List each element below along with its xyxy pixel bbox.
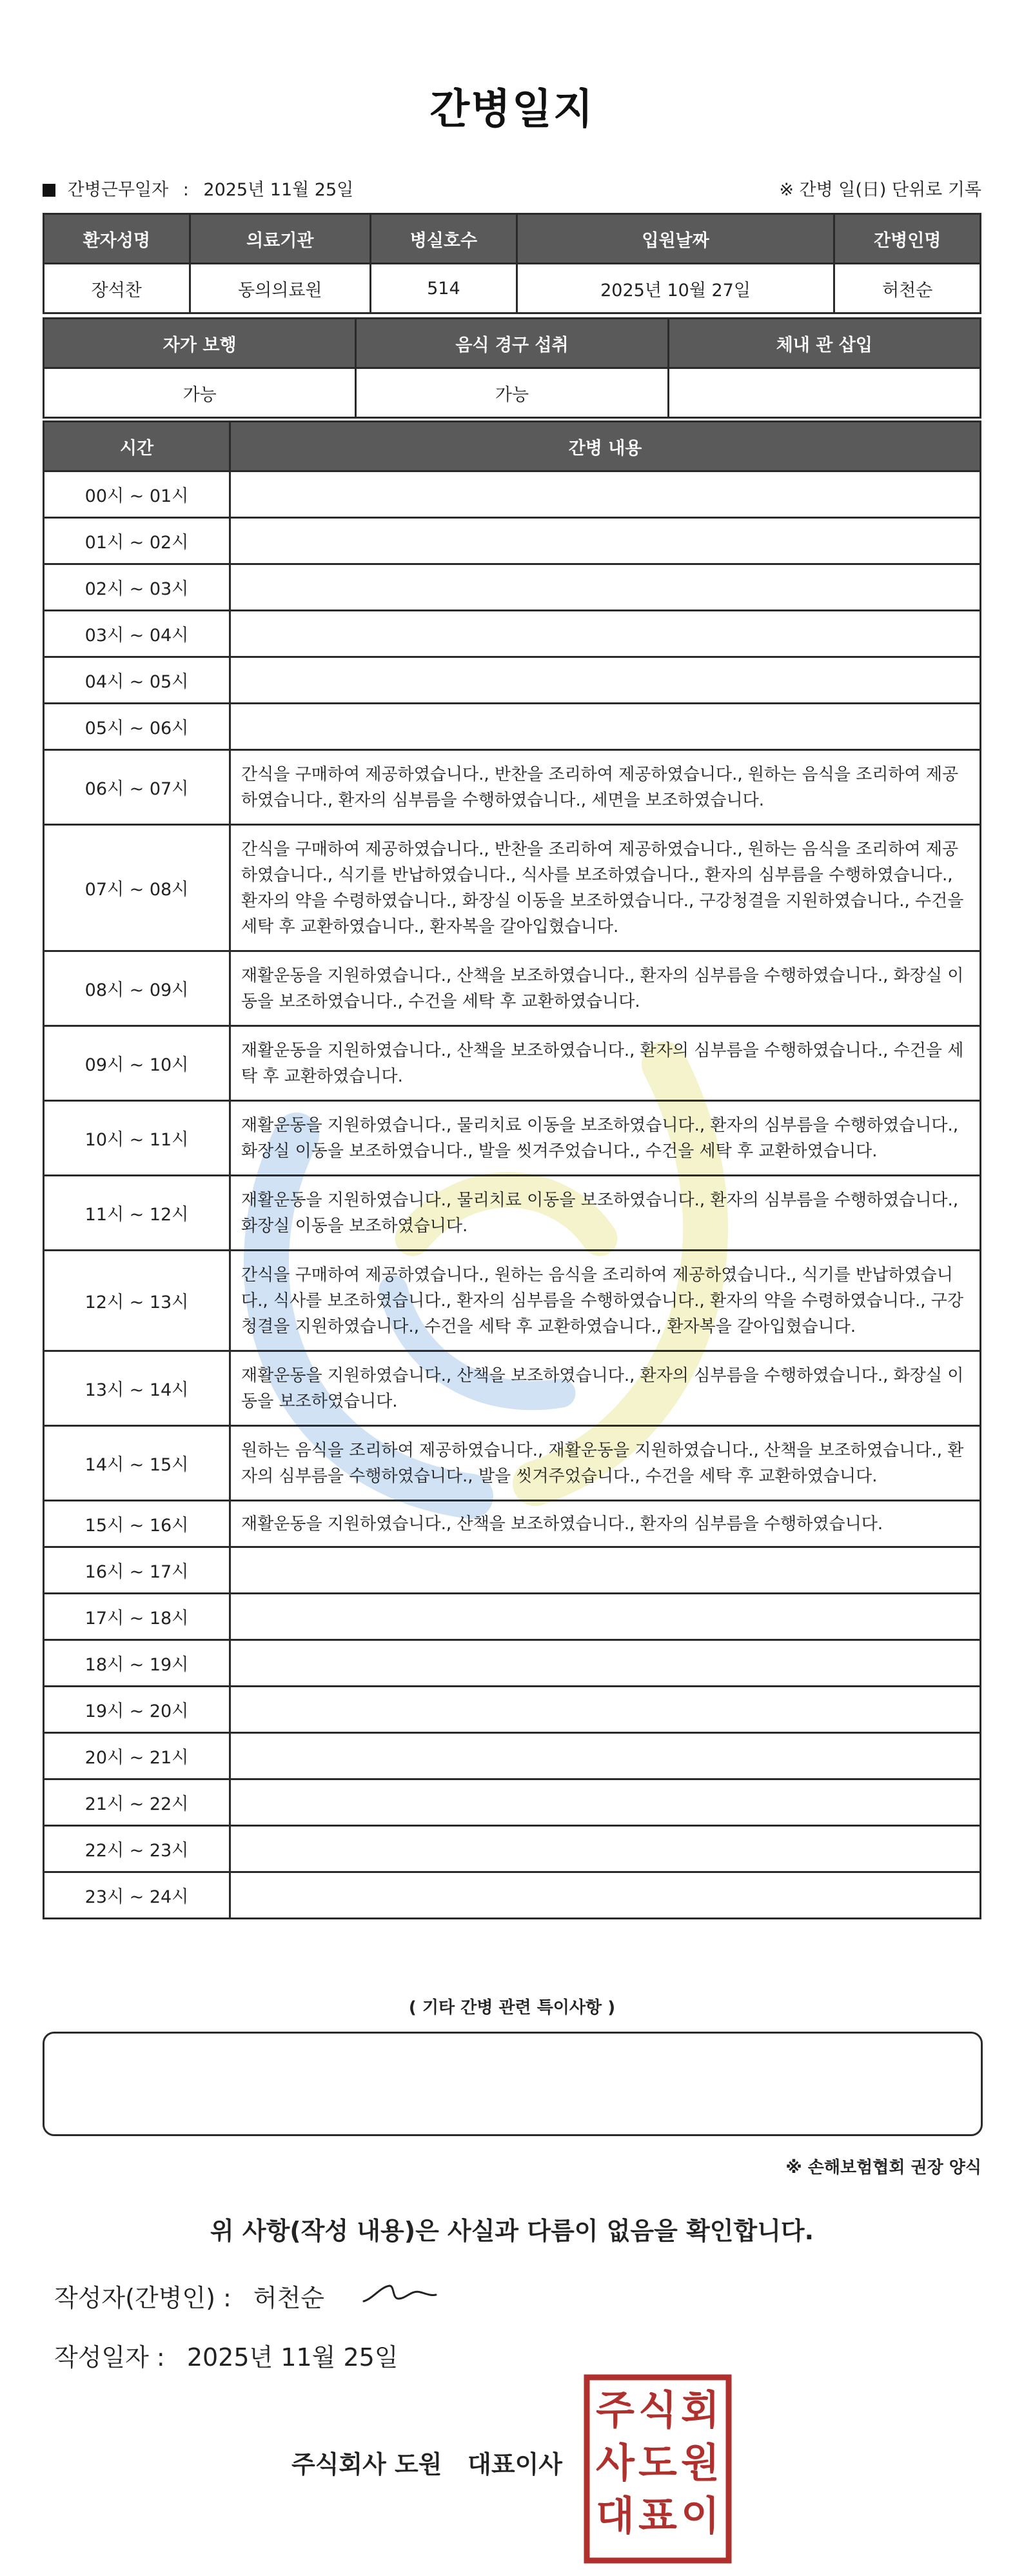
log-row <box>44 1547 981 1594</box>
log-row <box>44 611 981 657</box>
log-row <box>44 518 981 564</box>
recommendation-note: ※ 손해보험협회 권장 양식 <box>785 2158 981 2177</box>
log-row <box>44 1640 981 1687</box>
log-time: 07시 ~ 08시 <box>44 825 230 951</box>
log-content: 재활운동을 지원하였습니다., 산책을 보조하였습니다., 환자의 심부름을 수행하였습니다., 수건을 세탁 후 교환하였습니다. <box>230 1026 981 1101</box>
caregiver-name: 허천순 <box>834 264 981 313</box>
log-row <box>44 1594 981 1640</box>
header-caregiver: 간병인명 <box>834 214 981 264</box>
log-row <box>44 704 981 750</box>
log-time: 22시 ~ 23시 <box>44 1826 230 1872</box>
log-content <box>230 657 981 704</box>
header-tube-insertion: 체내 관 삽입 <box>668 319 980 368</box>
hospital-name: 동의의료원 <box>190 264 371 313</box>
log-row <box>44 564 981 611</box>
log-row <box>44 750 981 825</box>
log-row <box>44 471 981 518</box>
ability-table <box>43 317 981 419</box>
header-admission-date: 입원날짜 <box>517 214 834 264</box>
written-date-value: 2025년 11월 25일 <box>186 2343 399 2372</box>
log-time: 01시 ~ 02시 <box>44 518 230 564</box>
header-hospital: 의료기관 <box>190 214 371 264</box>
log-time: 20시 ~ 21시 <box>44 1733 230 1779</box>
written-date-label: 작성일자 : <box>54 2343 165 2372</box>
log-row <box>44 1733 981 1779</box>
log-time: 21시 ~ 22시 <box>44 1779 230 1826</box>
log-content: 원하는 음식을 조리하여 제공하였습니다., 재활운동을 지원하였습니다., 산책을 보조하였습니다., 환자의 심부름을 수행하였습니다., 발을 씻겨주었습니다., 수건을 세탁 후 교환하였습니다. <box>230 1426 981 1501</box>
confirmation-statement: 위 사항(작성 내용)은 사실과 다름이 없음을 확인합니다. <box>210 2217 814 2245</box>
svg-text:사: 사 <box>596 2439 635 2486</box>
log-content: 재활운동을 지원하였습니다., 산책을 보조하였습니다., 환자의 심부름을 수행하였습니다. <box>230 1501 981 1547</box>
svg-text:대: 대 <box>596 2492 635 2539</box>
log-row <box>44 1351 981 1426</box>
log-time: 12시 ~ 13시 <box>44 1251 230 1351</box>
header-self-walk: 자가 보행 <box>44 319 356 368</box>
log-row <box>44 1826 981 1872</box>
work-date-value: 2025년 11월 25일 <box>203 180 354 200</box>
log-content <box>230 564 981 611</box>
log-time: 08시 ~ 09시 <box>44 951 230 1026</box>
notes-content <box>44 2034 981 2054</box>
log-row <box>44 1251 981 1351</box>
company-representative: 주식회사 도원 대표이사 <box>291 2450 562 2479</box>
log-content <box>230 1872 981 1919</box>
svg-text:식: 식 <box>638 2386 677 2433</box>
room-number: 514 <box>371 264 517 313</box>
log-time: 16시 ~ 17시 <box>44 1547 230 1594</box>
log-time: 19시 ~ 20시 <box>44 1687 230 1733</box>
care-log-rows <box>44 471 981 1919</box>
log-time: 05시 ~ 06시 <box>44 704 230 750</box>
log-time: 15시 ~ 16시 <box>44 1501 230 1547</box>
signature-icon <box>361 2273 438 2312</box>
work-date <box>43 175 353 201</box>
header-room: 병실호수 <box>371 214 517 264</box>
log-content <box>230 704 981 750</box>
log-content <box>230 1547 981 1594</box>
patient-name: 장석찬 <box>44 264 190 313</box>
svg-text:도: 도 <box>638 2439 677 2486</box>
svg-text:회: 회 <box>681 2386 720 2433</box>
writer-name: 허천순 <box>253 2284 324 2312</box>
log-row <box>44 1101 981 1176</box>
log-time: 03시 ~ 04시 <box>44 611 230 657</box>
writer-label: 작성자(간병인) : <box>54 2284 231 2312</box>
tube-insertion-value <box>668 368 980 418</box>
written-date-row <box>54 2337 399 2373</box>
work-date-separator: : <box>182 180 189 200</box>
svg-text:원: 원 <box>681 2439 720 2486</box>
log-content <box>230 1640 981 1687</box>
square-bullet-icon <box>43 184 55 197</box>
notes-box <box>43 2032 983 2136</box>
log-content <box>230 471 981 518</box>
log-row <box>44 1426 981 1501</box>
log-row <box>44 951 981 1026</box>
log-content <box>230 1826 981 1872</box>
writer-row <box>54 2278 324 2313</box>
admission-date: 2025년 10월 27일 <box>517 264 834 313</box>
company-seal-icon <box>583 2373 733 2564</box>
self-walk-value: 가능 <box>44 368 356 418</box>
care-log-table <box>43 421 981 1919</box>
svg-text:이: 이 <box>681 2492 720 2539</box>
log-time: 09시 ~ 10시 <box>44 1026 230 1101</box>
log-row <box>44 1026 981 1101</box>
log-content <box>230 1733 981 1779</box>
log-time: 18시 ~ 19시 <box>44 1640 230 1687</box>
header-oral-intake: 음식 경구 섭취 <box>356 319 668 368</box>
svg-text:표: 표 <box>638 2492 677 2539</box>
log-time: 06시 ~ 07시 <box>44 750 230 825</box>
log-content: 간식을 구매하여 제공하였습니다., 원하는 음식을 조리하여 제공하였습니다., 식기를 반납하였습니다., 식사를 보조하였습니다., 환자의 심부름을 수행하였습니다., 환자의 약을 수령하였습니다., 구강청결을 지원하였습니다., 수건을 세탁 후 교환하였습니다., 환자복을 갈아입혔습니다. <box>230 1251 981 1351</box>
log-content: 간식을 구매하여 제공하였습니다., 반찬을 조리하여 제공하였습니다., 원하는 음식을 조리하여 제공하였습니다., 식기를 반납하였습니다., 식사를 보조하였습니다., 환자의 심부름을 수행하였습니다., 환자의 약을 수령하였습니다., 화장실 이동을 보조하였습니다., 구강청결을 지원하였습니다., 수건을 세탁 후 교환하였습니다., 환자복을 갈아입혔습니다. <box>230 825 981 951</box>
log-content: 재활운동을 지원하였습니다., 물리치료 이동을 보조하였습니다., 환자의 심부름을 수행하였습니다., 화장실 이동을 보조하였습니다., 발을 씻겨주었습니다., 수건을 세탁 후 교환하였습니다. <box>230 1101 981 1176</box>
oral-intake-value: 가능 <box>356 368 668 418</box>
log-row <box>44 1687 981 1733</box>
log-row <box>44 1779 981 1826</box>
log-row <box>44 657 981 704</box>
log-content <box>230 518 981 564</box>
header-care-content: 간병 내용 <box>230 422 981 471</box>
log-content <box>230 611 981 657</box>
header-time: 시간 <box>44 422 230 471</box>
log-time: 14시 ~ 15시 <box>44 1426 230 1501</box>
log-content: 재활운동을 지원하였습니다., 산책을 보조하였습니다., 환자의 심부름을 수행하였습니다., 화장실 이동을 보조하였습니다., 수건을 세탁 후 교환하였습니다. <box>230 951 981 1026</box>
log-time: 23시 ~ 24시 <box>44 1872 230 1919</box>
work-date-label: 간병근무일자 <box>67 180 169 200</box>
patient-info-table <box>43 213 981 314</box>
log-content <box>230 1687 981 1733</box>
log-content: 간식을 구매하여 제공하였습니다., 반찬을 조리하여 제공하였습니다., 원하는 음식을 조리하여 제공하였습니다., 환자의 심부름을 수행하였습니다., 세면을 보조하였습니다. <box>230 750 981 825</box>
log-time: 10시 ~ 11시 <box>44 1101 230 1176</box>
unit-note: ※ 간병 일(日) 단위로 기록 <box>779 180 981 200</box>
log-content <box>230 1594 981 1640</box>
log-content: 재활운동을 지원하였습니다., 물리치료 이동을 보조하였습니다., 환자의 심부름을 수행하였습니다., 화장실 이동을 보조하였습니다. <box>230 1176 981 1251</box>
page-title: 간병일지 <box>429 86 595 134</box>
log-row <box>44 1501 981 1547</box>
log-row <box>44 1872 981 1919</box>
log-row <box>44 1176 981 1251</box>
log-time: 17시 ~ 18시 <box>44 1594 230 1640</box>
log-content <box>230 1779 981 1826</box>
notes-title: ( 기타 간병 관련 특이사항 ) <box>408 1998 616 2017</box>
svg-text:주: 주 <box>596 2386 635 2433</box>
log-time: 11시 ~ 12시 <box>44 1176 230 1251</box>
header-patient-name: 환자성명 <box>44 214 190 264</box>
log-content: 재활운동을 지원하였습니다., 산책을 보조하였습니다., 환자의 심부름을 수행하였습니다., 화장실 이동을 보조하였습니다. <box>230 1351 981 1426</box>
log-time: 13시 ~ 14시 <box>44 1351 230 1426</box>
log-time: 00시 ~ 01시 <box>44 471 230 518</box>
log-time: 02시 ~ 03시 <box>44 564 230 611</box>
log-row <box>44 825 981 951</box>
log-time: 04시 ~ 05시 <box>44 657 230 704</box>
